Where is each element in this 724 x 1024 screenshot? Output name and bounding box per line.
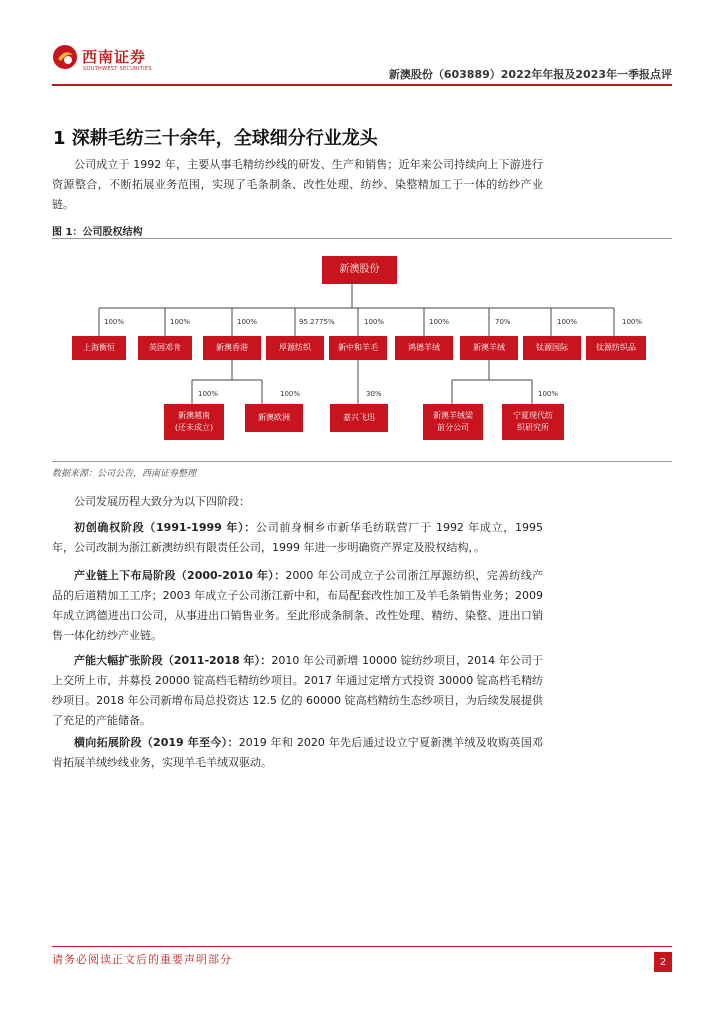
node-l2-3-line1: 新澳羊绒梁 [433, 411, 473, 420]
pct-l2-4: 100% [538, 390, 559, 398]
node-l1-6: 新澳羊绒 [460, 336, 518, 360]
figure-source: 数据来源：公司公告，西南证券整理 [52, 469, 197, 479]
node-l1-8: 钛源纺织品 [586, 336, 646, 360]
intro-paragraph [52, 155, 543, 215]
node-root: 新澳股份 [322, 256, 397, 284]
stage-2-title: 产业链上下布局阶段（2000-2010 年）： [74, 569, 286, 582]
node-l1-0: 上海衡恒 [72, 336, 126, 360]
history-intro: 公司发展历程大致分为以下四阶段： [74, 495, 250, 508]
intro-text: 公司成立于 1992 年，主要从事毛精纺纱线的研发、生产和销售；近年来公司持续向上下游进行资源整合，不断拓展业务范围，实现了毛条制条、改性处理、纺纱、染整精加工于一体的纺纱产业链。 [52, 158, 543, 211]
stage-1-text: 公司前身桐乡市新华毛纺联营厂于 1992 年成立，1995 年，公司改制为浙江新澳纺织有限责任公司，1999 年进一步明确资产界定及股权结构，。 [52, 521, 544, 554]
pct-l2-2: 30% [366, 390, 382, 398]
node-l1-7: 钛源国际 [523, 336, 581, 360]
stage-3-title: 产能大幅扩张阶段（2011-2018 年）： [74, 654, 272, 667]
node-l1-2: 新澳香港 [203, 336, 261, 360]
figure-bottom-rule [52, 461, 672, 462]
node-l2-3-line2: 前分公司 [437, 423, 469, 432]
node-l1-3: 厚源纺织 [266, 336, 324, 360]
pct-l1-7: 100% [557, 318, 578, 326]
figure-top-rule [52, 238, 672, 239]
stage-4-text: 2019 年和 2020 年先后通过设立宁夏新澳羊绒及收购英国邓肯拓展羊绒纱线业务，实现羊毛羊绒双驱动。 [52, 736, 543, 769]
node-l2-4-line2: 织研究所 [517, 423, 549, 432]
node-l2-0 [164, 404, 224, 440]
pct-l2-0: 100% [198, 390, 219, 398]
equity-structure-chart [52, 240, 672, 460]
node-l1-1: 英国邓肯 [138, 336, 192, 360]
disclaimer-note: 请务必阅读正文后的重要声明部分 [52, 953, 232, 966]
stage-4 [52, 733, 543, 773]
node-l2-1: 新澳欧洲 [245, 404, 303, 432]
logo-name: 西南证券 [82, 48, 147, 66]
pct-l1-2: 100% [237, 318, 258, 326]
node-l2-0-line1: 新澳越南 [178, 411, 210, 420]
report-title: 新澳股份（603889）2022年年报及2023年一季报点评 [388, 68, 672, 81]
pct-l1-3: 95.2775% [299, 318, 335, 326]
pct-l1-6: 70% [495, 318, 511, 326]
logo-subtitle: SOUTHWEST SECURITIES [83, 66, 152, 72]
node-l2-4 [502, 404, 564, 440]
stage-2-text: 2000 年公司成立子公司浙江厚源纺织，完善纺线产品的后道精加工工序；2003 年成立子公司浙江新中和，布局配套改性加工及羊毛条销售业务；2009 年成立鸿德进出口公司，从事进出口销售业务。至此形成条制条、改性处理、精纺、染整、进出口销售一体化纺纱产业链。 [52, 569, 543, 642]
stage-4-title: 横向拓展阶段（2019 年至今）： [74, 736, 239, 749]
node-l2-3 [423, 404, 483, 440]
header-rule [52, 84, 672, 86]
node-l2-0-line2: (还未成立) [174, 423, 214, 432]
stage-1-title: 初创确权阶段（1991-1999 年）： [74, 521, 256, 534]
pct-l1-5: 100% [429, 318, 450, 326]
logo-icon [52, 44, 78, 70]
pct-l1-8: 100% [622, 318, 643, 326]
stage-2 [52, 566, 543, 646]
stage-3 [52, 651, 543, 731]
pct-l1-0: 100% [104, 318, 125, 326]
pct-l1-4: 100% [364, 318, 385, 326]
stage-3-text: 2010 年公司新增 10000 锭纺纱项目，2014 年公司于上交所上市，并募投 20000 锭高档毛精纺纱项目。2017 年通过定增方式投资 30000 锭高档毛精纺纱项目。2018 年公司新增布局总投资达 12.5 亿的 60000 锭高档精纺生态纱项目，为后续发展提供了充足的产能储备。 [52, 654, 543, 727]
node-l2-2: 嘉兴飞迅 [330, 404, 388, 432]
node-l1-4: 新中和羊毛 [329, 336, 387, 360]
section-heading: 1 深耕毛纺三十余年，全球细分行业龙头 [53, 128, 378, 149]
logo [52, 42, 152, 76]
stage-1 [52, 518, 543, 558]
pct-l1-1: 100% [170, 318, 191, 326]
page-number: 2 [654, 952, 672, 972]
figure-caption: 图 1：公司股权结构 [52, 227, 143, 238]
pct-l2-1: 100% [280, 390, 301, 398]
node-l2-4-line1: 宁夏现代纺 [513, 411, 553, 420]
node-l1-5: 鸿德羊绒 [395, 336, 453, 360]
footer-rule [52, 946, 672, 947]
